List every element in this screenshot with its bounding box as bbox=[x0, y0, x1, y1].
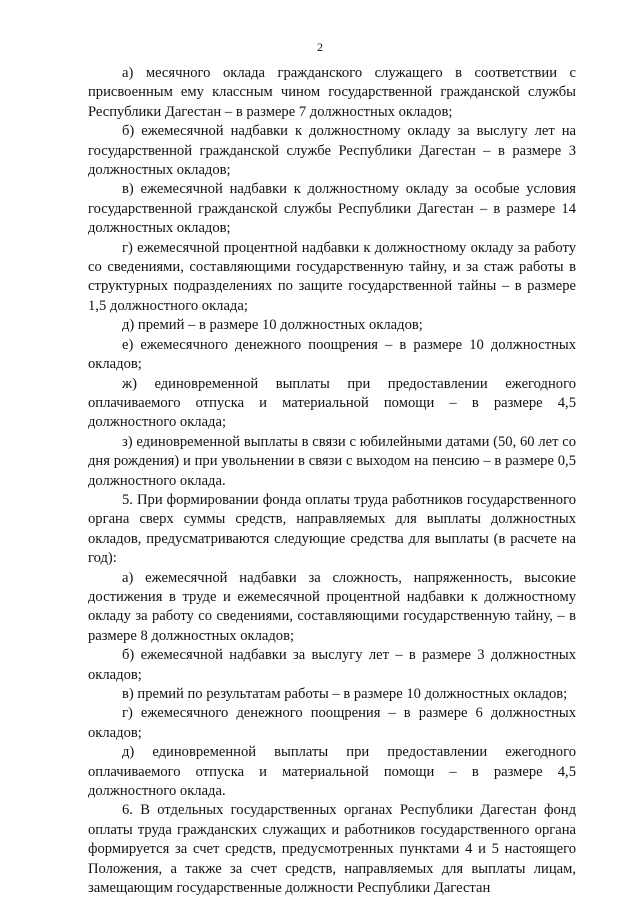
paragraph-5v: в) премий по результатам работы – в размере 10 должностных окладов; bbox=[122, 686, 568, 702]
paragraph-4a: а) месячного оклада гражданского служащего в соответствии с присвоенным ему классным чином государственной гражданской службы Республики Дагестан – в размере 7 должностных окладов; bbox=[88, 65, 576, 120]
paragraph-4g: г) ежемесячной процентной надбавки к должностному окладу за работу со сведениями, составляющими государственную тайну, и за стаж работы в структурных подразделениях по защите государственной тайны – в размере 1,5 должностного оклада; bbox=[88, 239, 576, 314]
paragraph-5d: д) единовременной выплаты при предоставлении ежегодного оплачиваемого отпуска и материальной помощи – в размере 4,5 должностного оклада. bbox=[88, 744, 576, 800]
page-number: 2 bbox=[317, 40, 323, 54]
document-body bbox=[88, 64, 576, 898]
paragraph-5: 5. При формировании фонда оплаты труда работников государственного органа сверх суммы средств, направляемых для выплаты должностных окладов, предусматриваются следующие средства для выплаты (в расчете на год): bbox=[88, 491, 576, 567]
paragraph-4d: д) премий – в размере 10 должностных окладов; bbox=[122, 317, 423, 334]
paragraph-6: 6. В отдельных государственных органах Республики Дагестан фонд оплаты труда гражданских служащих и работников государственного органа формируется за счет средств, предусмотренных пунктами 4 и 5 настоящего Положения, а также за счет средств, направляемых для выплаты лицам, замещающим государственные должности Республики Дагестан bbox=[88, 802, 576, 897]
paragraph-5b: б) ежемесячной надбавки за выслугу лет – в размере 3 должностных окладов; bbox=[88, 647, 576, 683]
paragraph-4zh: ж) единовременной выплаты при предоставлении ежегодного оплачиваемого отпуска и материальной помощи – в размере 4,5 должностного оклада; bbox=[88, 375, 576, 431]
paragraph-5g: г) ежемесячного денежного поощрения – в размере 6 должностных окладов; bbox=[88, 705, 576, 741]
paragraph-4e: е) ежемесячного денежного поощрения – в размере 10 должностных окладов; bbox=[88, 336, 576, 373]
paragraph-4b: б) ежемесячной надбавки к должностному окладу за выслугу лет на государственной гражданской службе Республики Дагестан – в размере 3 должностных окладов; bbox=[88, 123, 576, 179]
paragraph-4z: з) единовременной выплаты в связи с юбилейными датами (50, 60 лет со дня рождения) и при увольнении в связи с выходом на пенсию – в размере 0,5 должностного оклада. bbox=[88, 433, 576, 489]
paragraph-4v: в) ежемесячной надбавки к должностному окладу за особые условия государственной гражданской службы Республики Дагестан – в размере 14 должностных окладов; bbox=[88, 181, 576, 237]
paragraph-5a: а) ежемесячной надбавки за сложность, напряженность, высокие достижения в труде и ежемесячной процентной надбавки к должностному окладу за работу со сведениями, составляющими государственную тайну, – в размере 8 должностных окладов; bbox=[88, 569, 576, 644]
